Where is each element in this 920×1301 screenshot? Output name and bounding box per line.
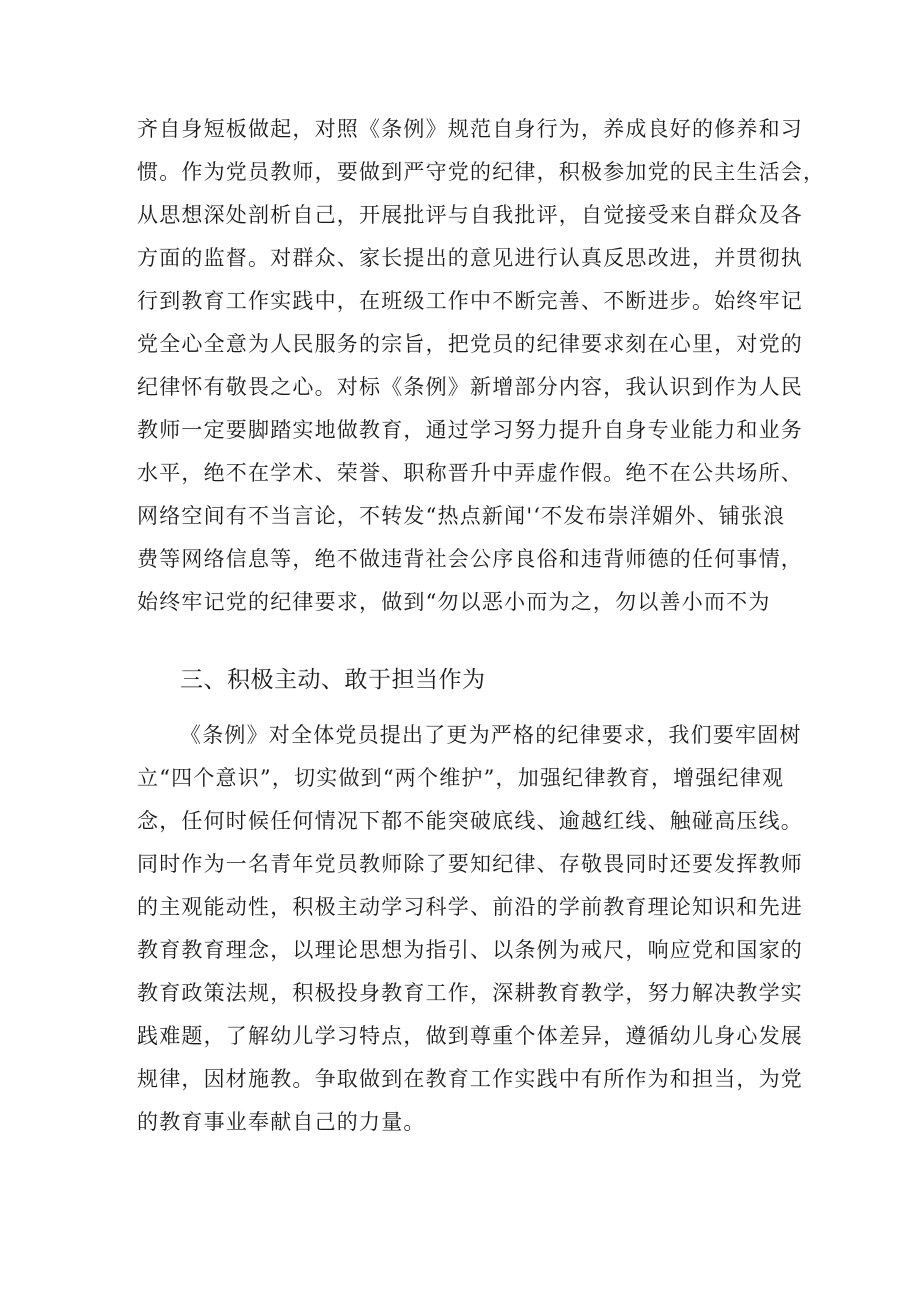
body-text-line: 费等网络信息等，绝不做违背社会公序良俗和违背师德的任何事情，: [137, 547, 803, 571]
body-text-line: 纪律怀有敬畏之心。对标《条例》新增部分内容，我认识到作为人民: [137, 375, 803, 399]
body-text-line: 的主观能动性，积极主动学习科学、前沿的学前教育理论知识和先进: [137, 895, 803, 919]
body-text-line: 的教育事业奉献自己的力量。: [137, 1110, 426, 1134]
body-text-line: 规律，因材施教。争取做到在教育工作实践中有所作为和担当，为党: [137, 1067, 803, 1091]
body-text-line: 践难题，了解幼儿学习特点，做到尊重个体差异，遵循幼儿身心发展: [137, 1024, 803, 1048]
body-text-line: 念，任何时候任何情况下都不能突破底线、逾越红线、触碰高压线。: [137, 809, 803, 833]
body-text-line: 从思想深处剖析自己，开展批评与自我批评，自觉接受来自群众及各: [137, 203, 803, 227]
body-text-line: 行到教育工作实践中，在班级工作中不断完善、不断进步。始终牢记: [137, 289, 803, 313]
body-text-line: 齐自身短板做起，对照《条例》规范自身行为，养成良好的修养和习: [137, 117, 803, 141]
body-text-line: 方面的监督。对群众、家长提出的意见进行认真反思改进，并贯彻执: [137, 246, 803, 270]
body-text-line: 党全心全意为人民服务的宗旨，把党员的纪律要求刻在心里，对党的: [137, 332, 803, 356]
body-text-line: 教育政策法规，积极投身教育工作，深耕教育教学，努力解决教学实: [137, 981, 803, 1005]
body-text-line: 立“四个意识”，切实做到“两个维护”，加强纪律教育，增强纪律观: [137, 766, 785, 790]
body-text-line: 教师一定要脚踏实地做教育，通过学习努力提升自身专业能力和业务: [137, 418, 803, 442]
body-text-line: 始终牢记党的纪律要求，做到“勿以恶小而为之，勿以善小而不为: [137, 590, 771, 614]
body-text-line: 教育教育理念，以理论思想为指引、以条例为戒尺，响应党和国家的: [137, 938, 803, 962]
body-text-line: 网络空间有不当言论，不转发“热点新闻'‘不发布崇洋媚外、铺张浪: [137, 504, 786, 528]
body-text-line: 惯。作为党员教师，要做到严守党的纪律，积极参加党的民主生活会，: [137, 160, 826, 184]
body-text-line: 《条例》对全体党员提出了更为严格的纪律要求，我们要牢固树: [180, 723, 802, 747]
section-heading: 三、积极主动、敢于担当作为: [180, 667, 486, 693]
body-text-line: 水平，绝不在学术、荣誉、职称晋升中弄虚作假。绝不在公共场所、: [137, 461, 803, 485]
body-text-line: 同时作为一名青年党员教师除了要知纪律、存敬畏同时还要发挥教师: [137, 852, 803, 876]
